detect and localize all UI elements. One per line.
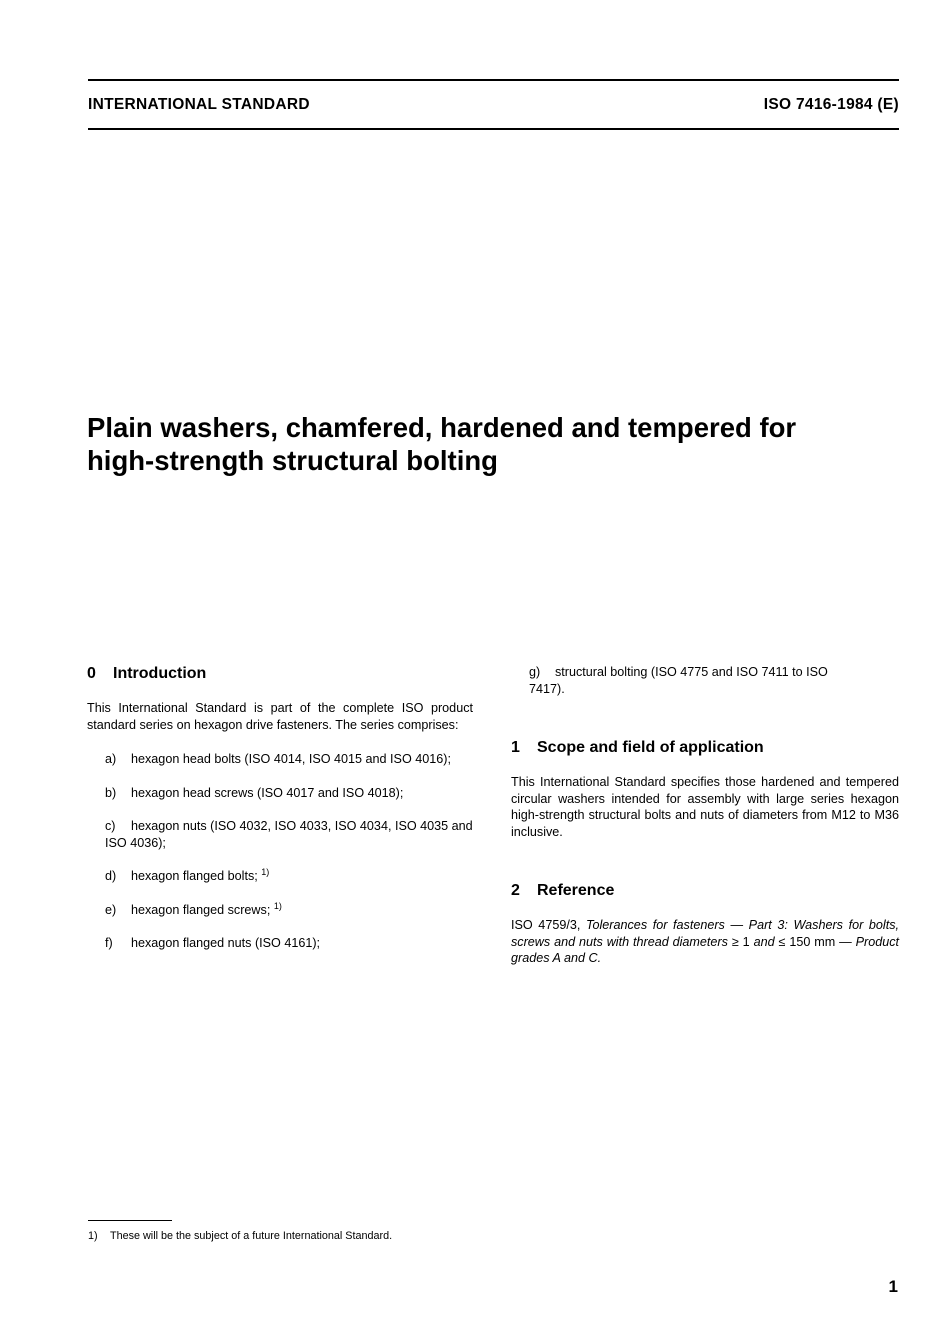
list-item <box>105 751 473 768</box>
list-item-text: structural bolting (ISO 4775 and ISO 7411 to ISO 7417). <box>529 665 828 696</box>
fastener-series-list-continued <box>511 664 899 697</box>
list-item <box>105 902 473 919</box>
footnote-text: These will be the subject of a future International Standard. <box>110 1230 393 1242</box>
section-reference-heading <box>511 881 899 901</box>
greater-or-equal-symbol: ≥ <box>731 934 739 949</box>
title-line-2: high-strength structural bolting <box>87 445 498 476</box>
section-scope-heading <box>511 738 899 758</box>
list-item-text: hexagon flanged nuts (ISO 4161); <box>131 936 321 950</box>
standard-number: ISO 7416-1984 (E) <box>763 96 899 113</box>
footnote-rule <box>88 1220 172 1221</box>
section-title: Introduction <box>113 665 207 682</box>
right-column <box>511 664 899 967</box>
introduction-paragraph: This International Standard is part of the complete ISO product standard series on hexagon drive fasteners. The series comprises: <box>87 701 473 732</box>
list-item-label: d) <box>105 869 117 883</box>
reference-dash: — <box>839 934 852 949</box>
list-item-label: b) <box>105 785 117 800</box>
page-number: 1 <box>888 1277 898 1296</box>
list-item-text: hexagon head screws (ISO 4017 and ISO 4018); <box>131 785 404 800</box>
title-line-1: Plain washers, chamfered, hardened and tempered for <box>87 412 797 443</box>
scope-paragraph: This International Standard specifies those hardened and tempered circular washers intended for assembly with large series hexagon high-strength structural bolts and nuts of diameters from M12 to M36 inclusive. <box>511 775 899 839</box>
list-item <box>529 664 859 697</box>
list-item <box>105 935 473 952</box>
document-title <box>87 411 887 477</box>
section-number: 2 <box>511 882 520 899</box>
list-item-label: c) <box>105 819 116 833</box>
list-item-text: hexagon flanged bolts; <box>131 869 258 883</box>
list-item-label: f) <box>105 936 113 950</box>
reference-min-diameter: 1 <box>742 934 750 949</box>
list-item <box>105 785 473 802</box>
reference-code: ISO 4759/3, <box>511 918 581 932</box>
header-top-rule <box>88 79 899 81</box>
list-item-label: a) <box>105 752 117 766</box>
reference-and: and <box>753 934 775 949</box>
footnote-reference: 1) <box>261 867 270 877</box>
section-number: 0 <box>87 665 96 682</box>
less-or-equal-symbol: ≤ <box>778 934 786 949</box>
footnote-reference: 1) <box>273 900 282 911</box>
footnote <box>88 1230 392 1242</box>
header-bottom-rule <box>88 128 899 130</box>
fastener-series-list <box>87 751 473 952</box>
document-type-label: INTERNATIONAL STANDARD <box>88 96 310 113</box>
list-item-label: g) <box>529 665 541 679</box>
section-introduction-heading <box>87 664 473 684</box>
reference-title: Tolerances for fasteners — Part 3: Washers for bolts, screws and nuts with thread diameters <box>511 918 900 949</box>
list-item-text: hexagon nuts (ISO 4032, ISO 4033, ISO 4034, ISO 4035 and ISO 4036); <box>105 819 473 850</box>
reference-max-diameter: 150 mm <box>789 934 836 949</box>
section-title: Scope and field of application <box>537 739 764 756</box>
list-item-text: hexagon head bolts (ISO 4014, ISO 4015 and ISO 4016); <box>131 752 451 766</box>
section-title: Reference <box>537 882 615 899</box>
reference-product-grades: Product grades A and C. <box>511 934 900 965</box>
list-item-text: hexagon flanged screws; <box>131 902 271 917</box>
list-item <box>105 818 473 851</box>
list-item-label: e) <box>105 902 117 917</box>
reference-entry <box>511 917 899 967</box>
left-column <box>87 664 473 952</box>
footnote-mark: 1) <box>88 1230 98 1242</box>
list-item <box>105 868 473 885</box>
section-number: 1 <box>511 739 520 756</box>
